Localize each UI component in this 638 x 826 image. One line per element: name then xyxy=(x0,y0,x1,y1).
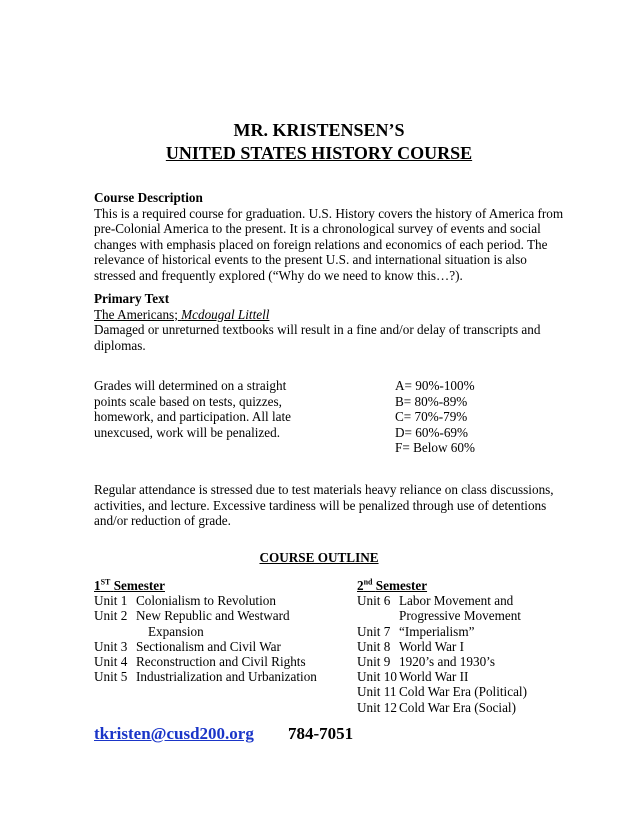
semester-2-column xyxy=(357,578,557,715)
unit-number xyxy=(94,624,136,639)
course-title-line2: UNITED STATES HISTORY COURSE xyxy=(165,143,473,163)
primary-text-section xyxy=(94,291,564,353)
unit-number: Unit 3 xyxy=(94,638,128,654)
grading-line: unexcused, work will be penalized. xyxy=(94,424,281,440)
unit-name: Reconstruction and Civil Rights xyxy=(136,654,306,670)
unit-number: Unit 12 xyxy=(357,699,397,715)
unit-number: Unit 4 xyxy=(94,654,128,670)
unit-name: World War I xyxy=(399,638,465,654)
semester-ordinal: nd xyxy=(363,577,373,587)
unit-name: Labor Movement and xyxy=(399,593,514,609)
unit-name: Expansion xyxy=(148,623,204,639)
unit-row xyxy=(357,639,557,654)
grade-entry: A= 90%-100% xyxy=(395,378,475,393)
unit-row xyxy=(357,654,557,669)
description-line: stressed and frequently explored (“Why do we need to know this…?). xyxy=(94,267,463,283)
attendance-line: and/or reduction of grade. xyxy=(94,513,231,528)
unit-name: New Republic and Westward xyxy=(136,608,290,624)
unit-number: Unit 9 xyxy=(357,654,391,670)
unit-row xyxy=(94,608,344,623)
unit-row xyxy=(357,593,557,608)
unit-number xyxy=(357,608,399,623)
semester-label: Semester xyxy=(113,578,165,593)
unit-name: World War II xyxy=(399,669,469,685)
unit-row xyxy=(94,593,344,608)
unit-name: Cold War Era (Political) xyxy=(399,684,527,700)
teacher-email-link[interactable]: tkristen@cusd200.org xyxy=(94,724,254,743)
unit-number: Unit 8 xyxy=(357,638,391,654)
unit-row xyxy=(357,684,557,699)
textbook-citation xyxy=(94,307,564,323)
textbook-policy-line: Damaged or unreturned textbooks will result in a fine and/or delay of transcripts and xyxy=(94,322,541,337)
grade-entry: D= 60%-69% xyxy=(395,424,468,440)
attendance-line: Regular attendance is stressed due to test materials heavy reliance on class discussions, xyxy=(94,482,554,497)
semester-label: Semester xyxy=(375,578,428,593)
unit-number: Unit 1 xyxy=(94,593,128,609)
course-description-section xyxy=(94,190,564,283)
textbook-title: The Americans; xyxy=(94,306,178,322)
unit-number: Unit 11 xyxy=(357,684,397,700)
teacher-phone: 784-7051 xyxy=(288,724,354,743)
grading-line: homework, and participation. All late xyxy=(94,409,292,424)
unit-row xyxy=(94,639,344,654)
semester-number: 2 xyxy=(357,578,364,593)
semester-1-column xyxy=(94,578,344,684)
description-line: This is a required course for graduation. U.S. History covers the history of America from xyxy=(94,205,564,221)
semester-1-heading xyxy=(94,578,344,593)
unit-name: Industrialization and Urbanization xyxy=(136,669,317,685)
unit-name: Progressive Movement xyxy=(399,608,521,624)
course-description-heading: Course Description xyxy=(94,190,203,205)
grade-entry: F= Below 60% xyxy=(395,440,475,455)
unit-name: “Imperialism” xyxy=(399,623,475,639)
grading-line: Grades will determined on a straight xyxy=(94,378,287,393)
unit-name: Sectionalism and Civil War xyxy=(136,638,281,654)
course-title-line1: MR. KRISTENSEN’S xyxy=(233,120,405,140)
contact-email-wrapper xyxy=(94,724,254,744)
attendance-line: activities, and lecture. Excessive tardiness will be penalized through use of detentions xyxy=(94,497,547,513)
grading-scale xyxy=(395,378,515,456)
description-line: changes with emphasis placed on foreign relations and economics of each period. The xyxy=(94,236,548,252)
unit-row xyxy=(357,608,557,623)
attendance-section xyxy=(94,482,564,529)
textbook-publisher: Mcdougal Littell xyxy=(181,306,270,322)
unit-number: Unit 7 xyxy=(357,623,391,639)
textbook-policy-line: diplomas. xyxy=(94,337,146,353)
grade-entry: B= 80%-89% xyxy=(395,393,468,409)
unit-row xyxy=(94,669,344,684)
semester-number: 1 xyxy=(94,578,101,593)
grading-policy xyxy=(94,378,324,440)
description-line: relevance of historical events to the present U.S. and international situation is also xyxy=(94,252,527,267)
description-line: pre-Colonial America to the present. It is a chronological survey of events and social xyxy=(94,221,541,236)
grading-line: points scale based on tests, quizzes, xyxy=(94,393,282,409)
unit-number: Unit 6 xyxy=(357,593,391,609)
semester-2-heading xyxy=(357,578,557,593)
unit-row xyxy=(357,624,557,639)
unit-row xyxy=(357,700,557,715)
unit-row xyxy=(94,654,344,669)
unit-name: 1920’s and 1930’s xyxy=(399,654,495,670)
unit-number: Unit 2 xyxy=(94,608,128,624)
grade-entry: C= 70%-79% xyxy=(395,409,468,424)
primary-text-heading: Primary Text xyxy=(94,291,170,306)
unit-number: Unit 5 xyxy=(94,669,128,685)
semester-ordinal: ST xyxy=(100,577,111,587)
unit-name: Cold War Era (Social) xyxy=(399,699,516,715)
unit-row xyxy=(357,669,557,684)
unit-row xyxy=(94,624,344,639)
course-outline-title: COURSE OUTLINE xyxy=(259,550,379,565)
unit-number: Unit 10 xyxy=(357,669,397,685)
unit-name: Colonialism to Revolution xyxy=(136,593,276,609)
